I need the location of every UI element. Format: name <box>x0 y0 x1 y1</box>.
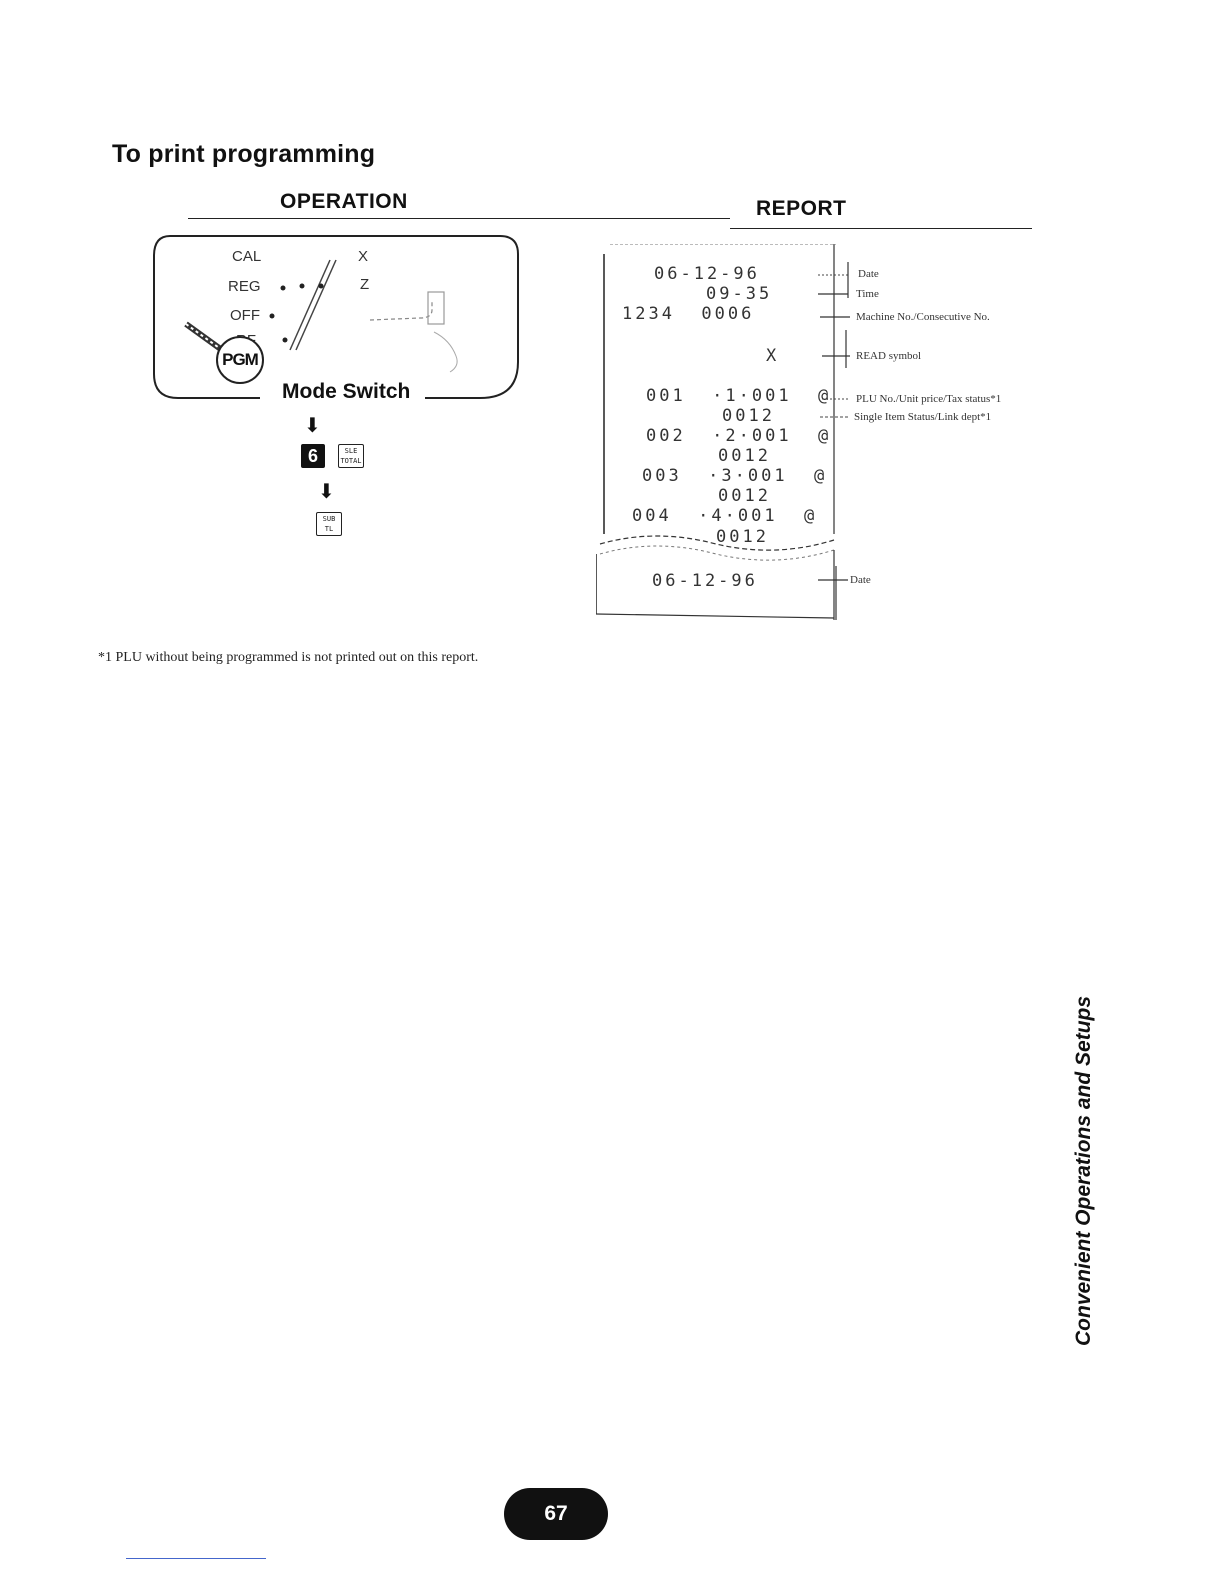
key-6: 6 <box>301 444 325 468</box>
report-plu3-b: 0012 <box>718 486 771 506</box>
report-plu2-a: 002 ·2·001 @ <box>646 426 832 446</box>
mode-label-cal: CAL <box>232 248 262 265</box>
pgm-badge: PGM <box>216 336 264 384</box>
section-title: To print programming <box>112 140 376 168</box>
arrow-down-icon: ⬇ <box>304 415 321 437</box>
report-machine-consec: 1234 0006 <box>622 304 755 324</box>
report-plu1-a: 001 ·1·001 @ <box>646 386 832 406</box>
report-plu3-a: 003 ·3·001 @ <box>642 466 828 486</box>
mode-switch-label: Mode Switch <box>278 380 414 404</box>
side-tab: Convenient Operations and Setups <box>1072 995 1095 1346</box>
callout-single: Single Item Status/Link dept*1 <box>854 411 992 423</box>
page-number: 67 <box>504 1488 608 1540</box>
mode-label-z: Z <box>360 276 370 293</box>
footnote: *1 PLU without being programmed is not printed out on this report. <box>98 650 479 665</box>
report-plu4-b: 0012 <box>716 527 769 547</box>
callout-read: READ symbol <box>856 350 922 362</box>
report-plu4-a: 004 ·4·001 @ <box>632 506 818 526</box>
report-heading: REPORT <box>756 197 847 220</box>
mode-label-off: OFF <box>230 307 260 324</box>
report-date-bottom: 06-12-96 <box>652 571 758 591</box>
key-sle-total: SLE TOTAL <box>338 444 364 468</box>
callout-date-bottom: Date <box>850 574 871 586</box>
mode-label-x: X <box>358 248 369 265</box>
callout-machine: Machine No./Consecutive No. <box>856 311 990 323</box>
report-read-symbol: X <box>766 346 780 366</box>
arrow-down-icon: ⬇ <box>318 481 335 503</box>
mode-label-reg: REG <box>228 278 261 295</box>
report-plu2-b: 0012 <box>718 446 771 466</box>
callout-date-top: Date <box>858 268 879 280</box>
bottom-link-line <box>126 1558 266 1559</box>
callout-time: Time <box>856 288 879 300</box>
report-time: 09-35 <box>706 284 773 304</box>
operation-heading: OPERATION <box>280 190 408 213</box>
callout-leaders <box>0 0 1224 640</box>
callout-plu: PLU No./Unit price/Tax status*1 <box>856 393 1002 405</box>
key-sub-total: SUB TL <box>316 512 342 536</box>
report-plu1-b: 0012 <box>722 406 775 426</box>
report-date-top: 06-12-96 <box>654 264 760 284</box>
